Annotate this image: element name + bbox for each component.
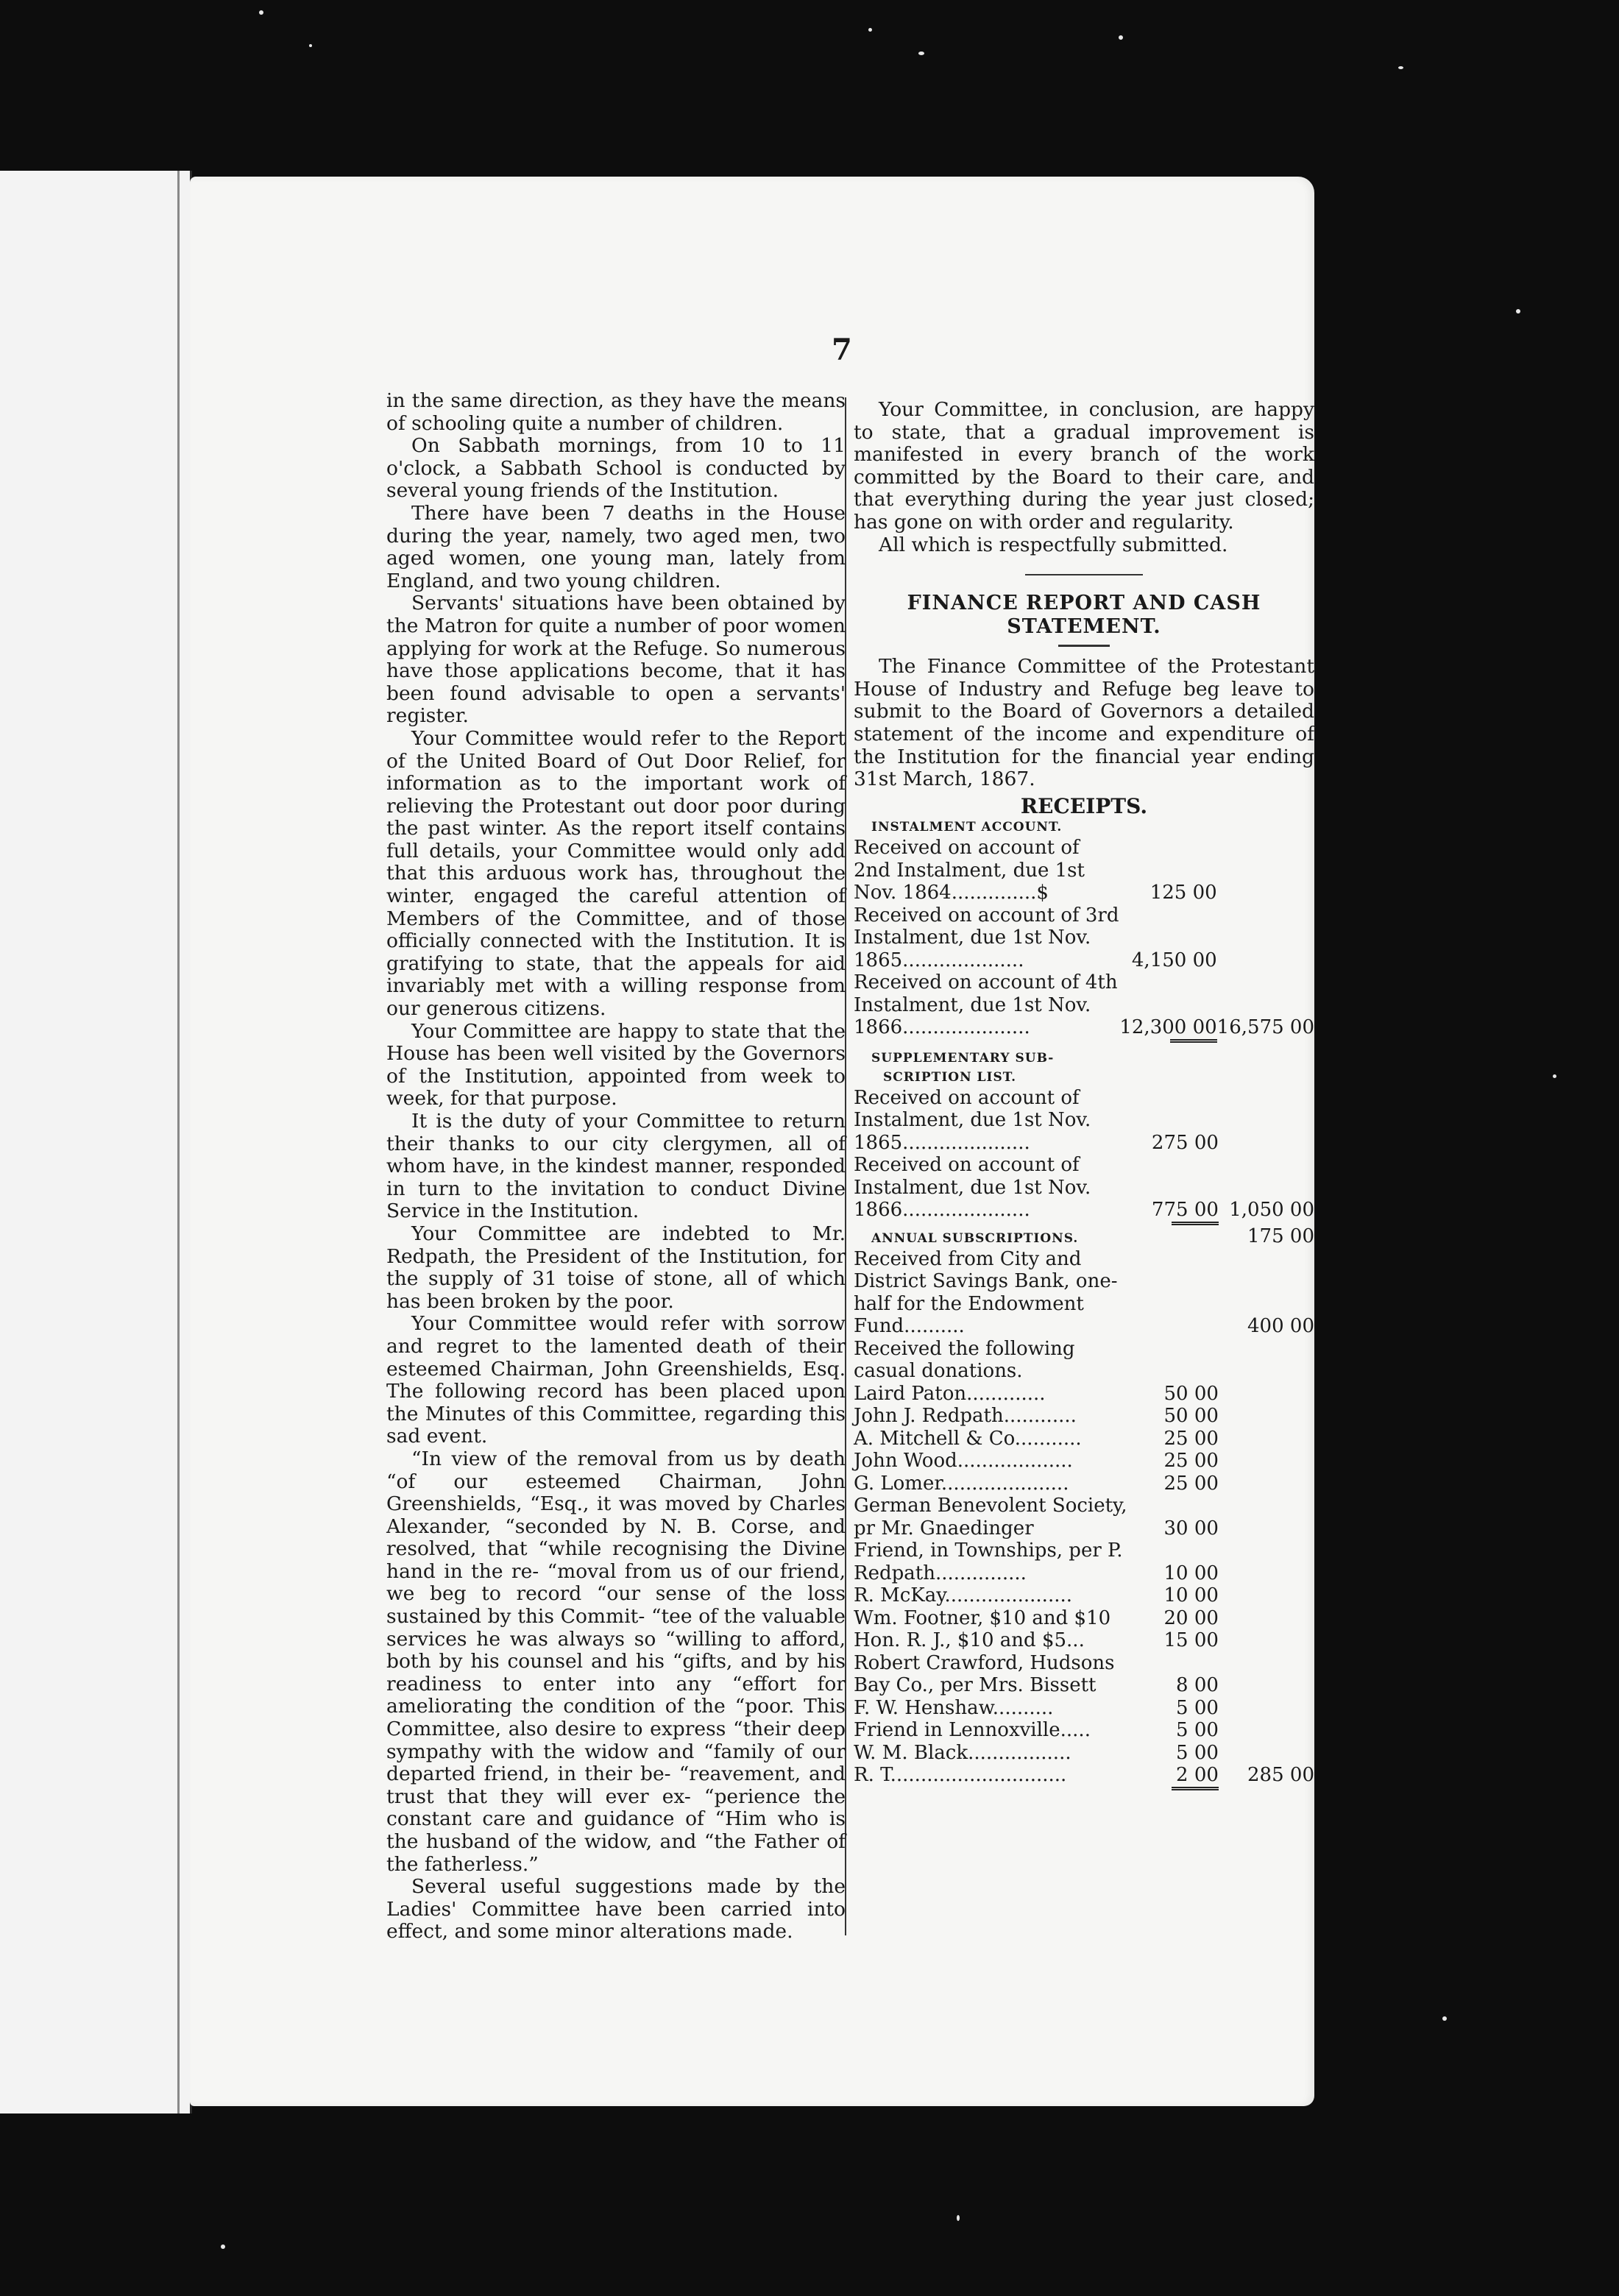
double-rule — [1170, 1039, 1217, 1043]
rule-row — [854, 1787, 1314, 1790]
donation-amount: 10 00 — [1163, 1584, 1219, 1607]
ledger-row — [854, 904, 1314, 972]
ledger-amount: 4,150 00 — [1131, 949, 1217, 971]
donation-row — [854, 1629, 1314, 1652]
ledger-desc: Received from City and District Savings Bank, one-half for the Endowment Fund.......... — [854, 1247, 1118, 1338]
donor-name: Hon. R. J., $10 and $5... — [854, 1629, 1085, 1652]
donation-amount: 50 00 — [1163, 1405, 1219, 1428]
donor-name: Friend in Lennoxville..... — [854, 1719, 1091, 1742]
ledger-total: 400 00 — [1247, 1315, 1314, 1338]
instalment-heading: INSTALMENT ACCOUNT. — [871, 820, 1063, 835]
donation-row — [854, 1473, 1314, 1495]
ledger-row — [854, 1338, 1314, 1383]
donor-name: F. W. Henshaw.......... — [854, 1696, 1054, 1719]
section-rule — [1025, 574, 1143, 575]
ledger-row — [854, 1087, 1314, 1155]
donation-amount: 25 00 — [1163, 1472, 1219, 1495]
ledger-total: 16,575 00 — [1216, 1016, 1314, 1039]
speck — [1119, 35, 1123, 40]
donation-row — [854, 1405, 1314, 1428]
donor-name: Wm. Footner, $10 and $10 — [854, 1606, 1111, 1629]
resolution-quote: “In view of the removal from us by death “of our esteemed Chairman, John Greenshields, “Esq., it was moved by Charles Alexander, “seconded by N. B. Corse, and resolved, that “while recognising the Divine hand in the re- “moval from us of our friend, we beg to record “our sense of the loss sustained by this Commit- “tee of the valuable services he was always so “willing to afford, both by his counsel and his “gifts, and by his readiness to enter into any “effort for ameliorating the condition of the “poor. This Committee, also desire to express “their deep sympathy with the widow and “family of our departed friend, in their be- “reavement, and trust that they will ever ex- “perience the constant care and guidance of “Him who is the husband of the widow, and “the Father of the fatherless.” — [386, 1447, 846, 1876]
ledger-amount: 775 00 — [1151, 1199, 1219, 1222]
speck — [221, 2244, 225, 2249]
speck — [957, 2215, 960, 2221]
finance-intro: The Finance Committee of the Protestant House of Industry and Refuge beg leave to submit to the Board of Governors a detailed statement of the income and expenditure of the Institution for the financial year ending 31st March, 1867. — [854, 655, 1314, 791]
finance-heading: FINANCE REPORT AND CASH STATEMENT. — [907, 592, 1261, 639]
donation-amount: 10 00 — [1163, 1562, 1219, 1584]
left-column — [386, 390, 846, 1944]
donation-row — [854, 1697, 1314, 1720]
speck — [868, 28, 872, 32]
donation-amount: 25 00 — [1163, 1450, 1219, 1473]
ledger-desc: Received the following casual donations. — [854, 1337, 1075, 1383]
donation-amount: 20 00 — [1163, 1606, 1219, 1629]
donor-name: R. McKay..................... — [854, 1584, 1073, 1607]
speck — [309, 44, 312, 47]
speck — [1398, 66, 1403, 69]
donor-name: G. Lomer..................... — [854, 1472, 1069, 1495]
donation-row — [854, 1719, 1314, 1742]
speck — [918, 52, 924, 55]
page-fold — [177, 171, 180, 2113]
donation-row — [854, 1383, 1314, 1406]
donation-row — [854, 1495, 1314, 1539]
ledger-amount: 12,300 00 — [1119, 1016, 1217, 1039]
paragraph: Your Committee are indebted to Mr. Redpath, the President of the Institution, for the supply of 31 toise of stone, all of which has been broken by the poor. — [386, 1222, 846, 1313]
speck — [1442, 2016, 1447, 2021]
rule-row — [854, 1039, 1314, 1043]
paragraph: Your Committee are happy to state that the House has been well visited by the Governors of the Institution, appointed from week to week, for that purpose. — [386, 1019, 846, 1110]
supplementary-heading: SUPPLEMENTARY SUB- — [871, 1050, 1055, 1066]
page-number: 7 — [832, 333, 852, 367]
ledger-desc: Received on account of 2nd Instalment, due 1st Nov. 1864..............$ — [854, 837, 1085, 904]
ledger-row — [854, 1154, 1314, 1222]
donation-amount: 25 00 — [1163, 1427, 1219, 1450]
ledger-desc: Received on account of Instalment, due 1st Nov. 1865..................... — [854, 1086, 1091, 1154]
donation-row — [854, 1742, 1314, 1765]
facing-page-edge — [0, 171, 192, 2113]
donor-name: Friend, in Townships, per P. Redpath............... — [854, 1539, 1123, 1584]
donation-amount: 2 00 — [1176, 1764, 1219, 1787]
donation-row — [854, 1539, 1314, 1584]
heading-rule — [1058, 645, 1110, 647]
donation-amount: 5 00 — [1176, 1696, 1219, 1719]
donations-total: 285 00 — [1247, 1764, 1314, 1787]
donation-row — [854, 1607, 1314, 1630]
right-column — [854, 399, 1314, 1790]
paragraph: Your Committee would refer with sorrow and regret to the lamented death of their esteemed Chairman, John Greenshields, Esq. The following record has been placed upon the Minutes of this Committee, regarding this sad event. — [386, 1312, 846, 1448]
donation-amount: 5 00 — [1176, 1719, 1219, 1742]
donation-row — [854, 1450, 1314, 1473]
ledger-row — [854, 971, 1314, 1039]
donation-row — [854, 1428, 1314, 1450]
donor-name: John Wood................... — [854, 1450, 1073, 1473]
donation-row — [854, 1584, 1314, 1607]
donor-name: German Benevolent Society, pr Mr. Gnaedinger — [854, 1495, 1127, 1539]
annual-table — [854, 1225, 1314, 1790]
donor-name: Robert Crawford, Hudsons Bay Co., per Mrs. Bissett — [854, 1651, 1115, 1697]
double-rule — [1172, 1787, 1219, 1790]
ledger-row — [854, 1225, 1314, 1248]
ledger-total — [1217, 837, 1314, 904]
donor-name: Laird Paton............. — [854, 1382, 1046, 1405]
paragraph: Your Committee would refer to the Report of the United Board of Out Door Relief, for information as to the important work of relieving the Protestant out door poor during the past winter. As the report itself contains full details, your Committee would only add that this arduous work has, throughout the winter, engaged the careful attention of Members of the Committee, and of those officially connected with the Institution. It is gratifying to state, that the appeals for aid invariably met with a willing response from our generous citizens. — [386, 726, 846, 1021]
ledger-amount: 275 00 — [1151, 1131, 1219, 1154]
ledger-row — [854, 1248, 1314, 1338]
donor-name: A. Mitchell & Co........... — [854, 1427, 1082, 1450]
supplementary-table — [854, 1087, 1314, 1225]
speck — [259, 10, 263, 15]
donation-amount: 30 00 — [1163, 1517, 1219, 1539]
paragraph: It is the duty of your Committee to return their thanks to our city clergymen, all of whom have, in the kindest manner, responded in turn to the invitation to conduct Divine Service in the Institution. — [386, 1110, 846, 1223]
paragraph: There have been 7 deaths in the House during the year, namely, two aged men, two aged women, one young man, lately from England, and two young children. — [386, 501, 846, 592]
receipts-title: RECEIPTS. — [1020, 793, 1148, 818]
donation-row — [854, 1764, 1314, 1787]
donor-name: W. M. Black................. — [854, 1741, 1071, 1764]
ledger-total — [1219, 1087, 1314, 1155]
ledger-amount: 125 00 — [1149, 882, 1217, 904]
ledger-total: 175 00 — [1247, 1225, 1314, 1248]
annual-heading: ANNUAL SUBSCRIPTIONS. — [871, 1230, 1079, 1246]
conclusion-paragraph: Your Committee, in conclusion, are happy to state, that a gradual improvement is manifested in every branch of the work committed by the Board to their care, and that everything during the year just closed; has gone on with order and regularity. — [854, 398, 1314, 534]
speck — [1516, 309, 1520, 313]
ledger-total — [1217, 904, 1314, 972]
donor-name: R. T............................. — [854, 1764, 1067, 1787]
paragraph: in the same direction, as they have the means of schooling quite a number of children. — [386, 389, 846, 435]
ledger-total: 1,050 00 — [1229, 1199, 1314, 1222]
ledger-row — [854, 837, 1314, 904]
donation-amount: 8 00 — [1176, 1674, 1219, 1697]
donation-row — [854, 1652, 1314, 1697]
donation-amount: 50 00 — [1163, 1382, 1219, 1405]
supplementary-heading-2: SCRIPTION LIST. — [883, 1069, 1017, 1085]
speck — [1553, 1074, 1556, 1078]
ledger-desc: Received on account of Instalment, due 1st Nov. 1866..................... — [854, 1154, 1091, 1222]
closing-paragraph: Several useful suggestions made by the Ladies' Committee have been carried into effect, and some minor alterations made. — [386, 1875, 846, 1944]
instalment-table — [854, 837, 1314, 1043]
submitted-line: All which is respectfully submitted. — [879, 533, 1228, 556]
paragraph: On Sabbath mornings, from 10 to 11 o'clock, a Sabbath School is conducted by several young friends of the Institution. — [386, 434, 846, 503]
paragraph: Servants' situations have been obtained by the Matron for quite a number of poor women applying for work at the Refuge. So numerous have those applications become, that it has been found advisable to open a servants' register. — [386, 592, 846, 728]
donation-amount: 15 00 — [1163, 1629, 1219, 1652]
ledger-desc: Received on account of 4th Instalment, due 1st Nov. 1866..................... — [854, 971, 1118, 1039]
donor-name: John J. Redpath............ — [854, 1405, 1077, 1428]
donation-amount: 5 00 — [1176, 1741, 1219, 1764]
ledger-desc: Received on account of 3rd Instalment, due 1st Nov. 1865.................... — [854, 904, 1119, 971]
